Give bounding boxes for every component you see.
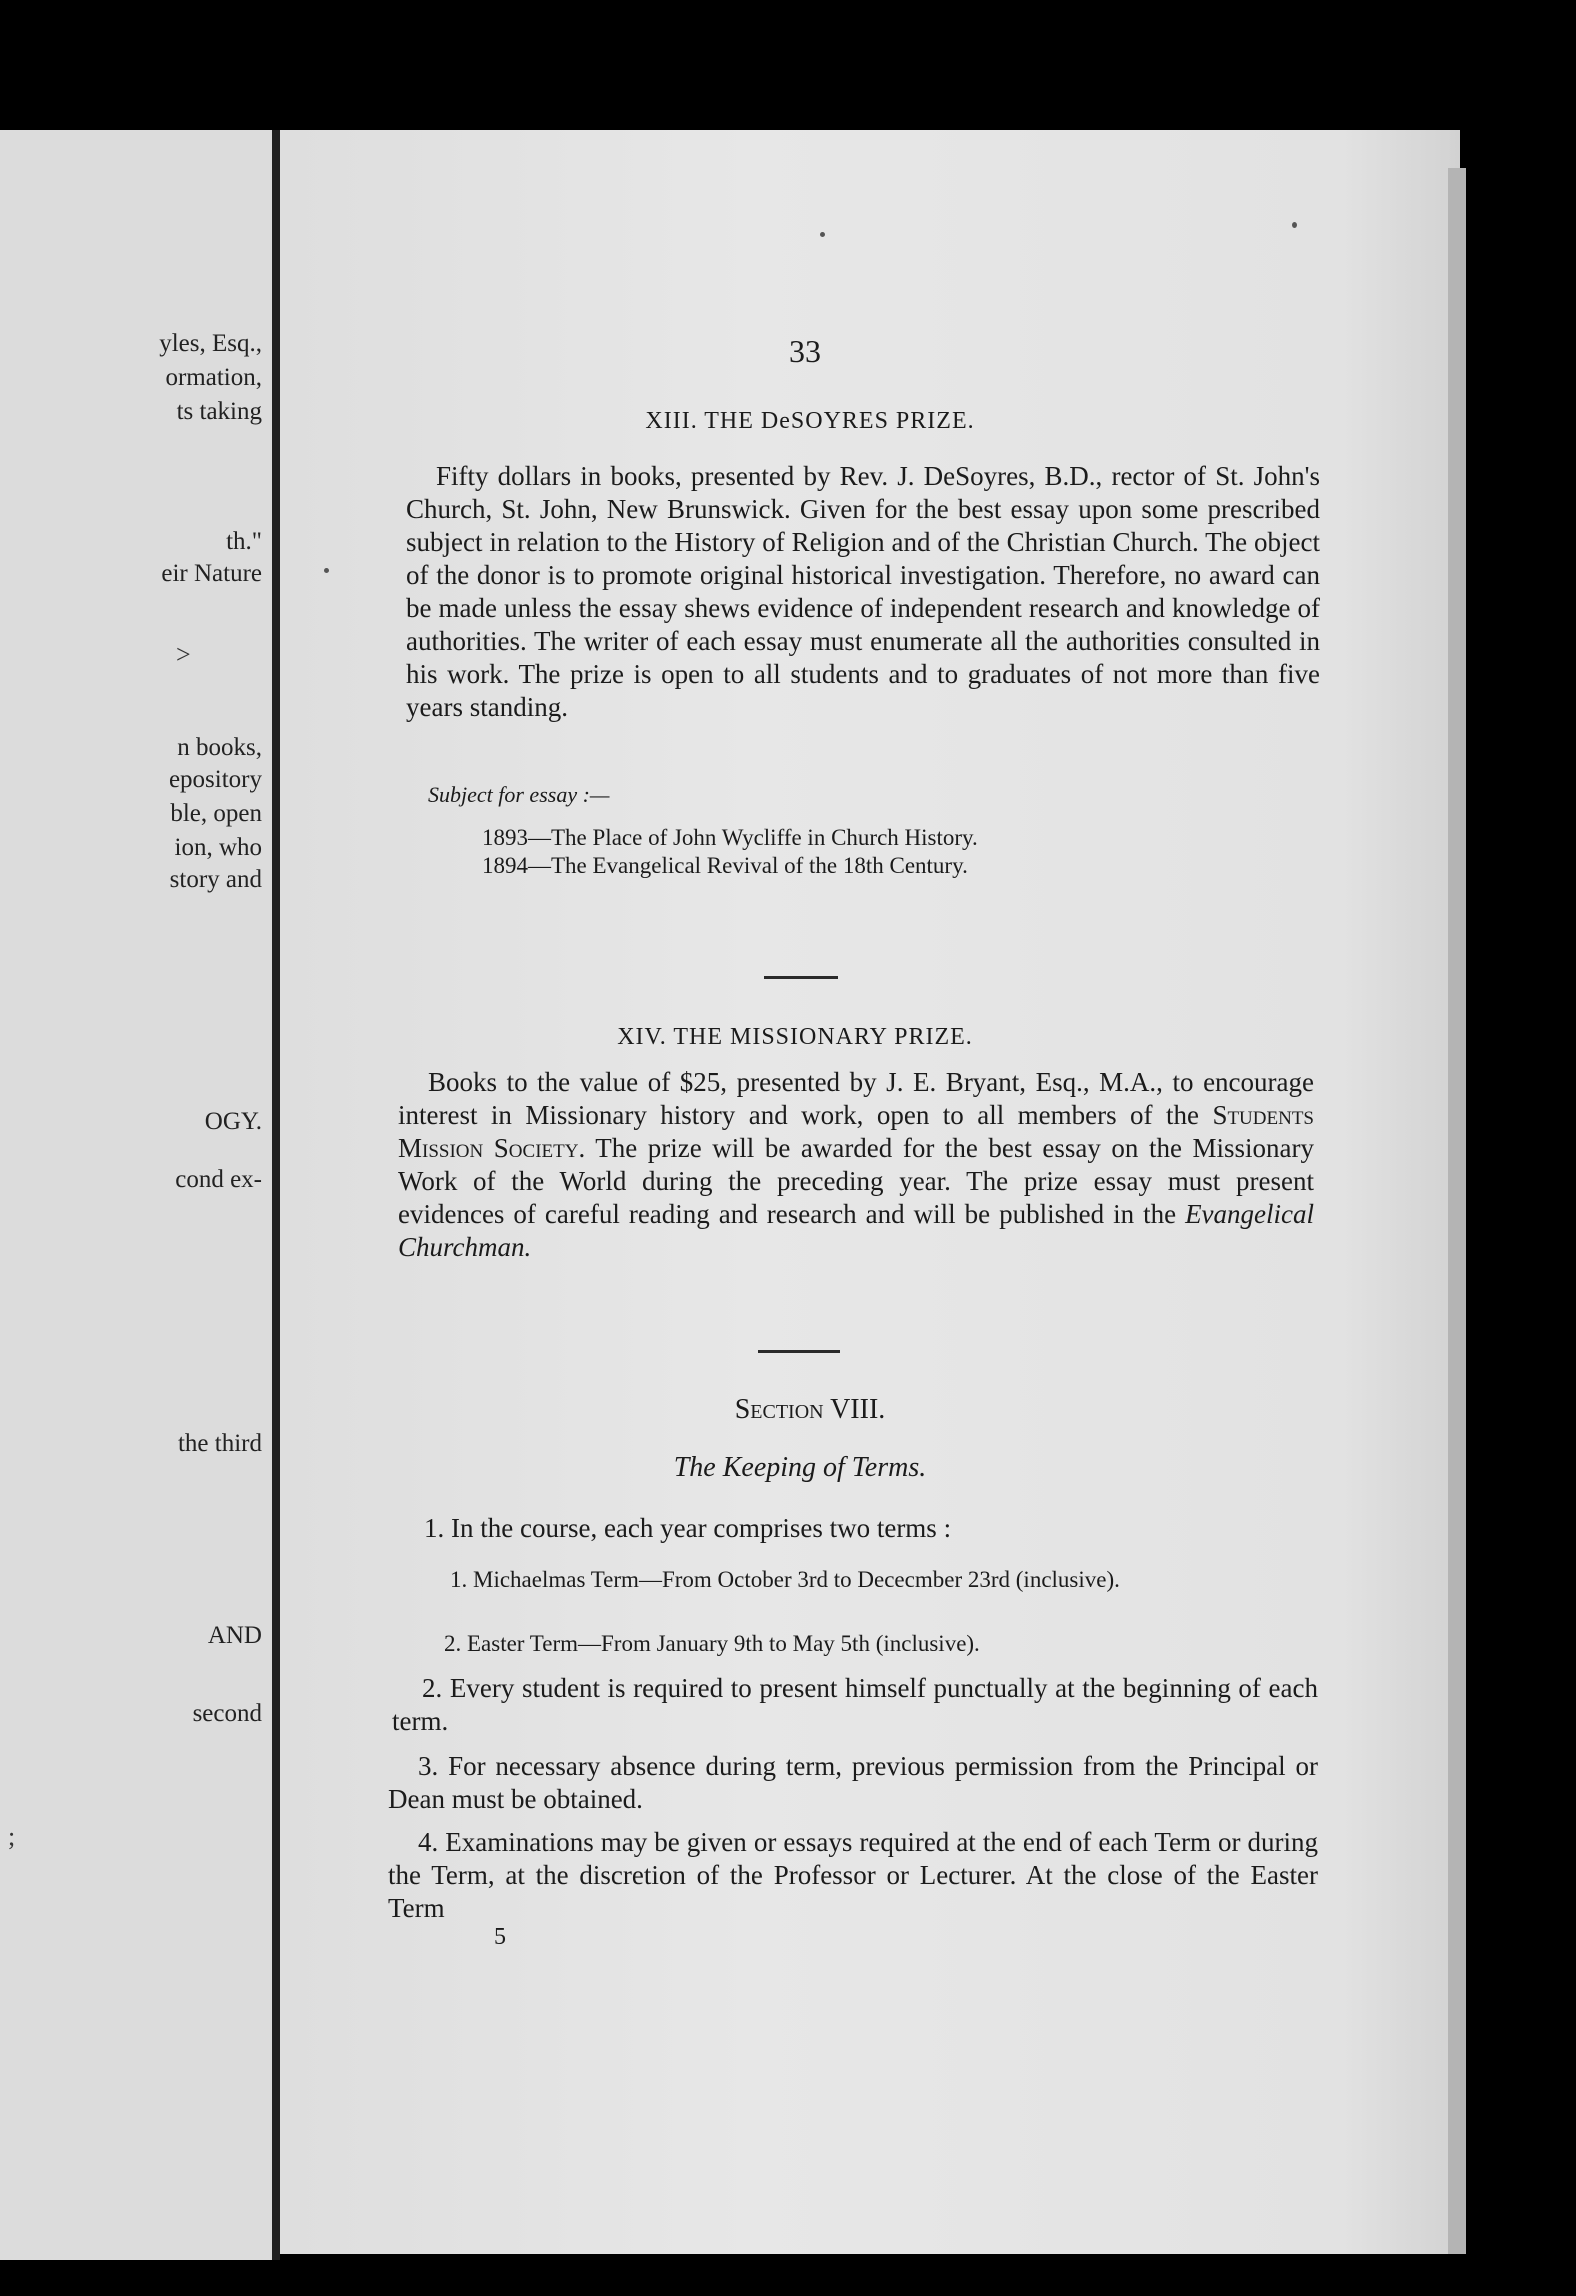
left-fragment: story and (169, 866, 262, 893)
prize-13-body: Fifty dollars in books, presented by Rev. J. DeSoyres, B.D., rector of St. John's Church, St. John, New Brunswick. Given for the best essay upon some prescribed subject in relation to the History of Religion and of the Christian Church. The object of the donor is to promote original historical investigation. Therefore, no award can be made unless the essay shews evidence of independent research and knowledge of authorities. The writer of each essay must enumerate all the authorities consulted in his work. The prize is open to all students and to graduates of not more than five years standing. (406, 461, 1320, 722)
left-fragment: epository (168, 766, 262, 793)
item-4: 4. Examinations may be given or essays required at the end of each Term or during the Term, at the discretion of the Professor or Lecturer. At the close of the Easter Term (388, 1827, 1318, 1923)
left-fragment: ble, open (170, 800, 262, 827)
speck (324, 568, 329, 573)
signature-mark: 5 (494, 1924, 506, 1950)
speck (820, 232, 825, 237)
society-name: Students Mission Society. (398, 1100, 1315, 1163)
left-fragment: th." (226, 528, 262, 555)
item-3: 3. For necessary absence during term, previous permission from the Principal or Dean must be obtained. (388, 1751, 1318, 1814)
left-fragment: the third (177, 1430, 262, 1457)
left-fragment: n books, (177, 734, 262, 761)
left-fragment: ts taking (176, 398, 262, 425)
term-easter: 2. Easter Term—From January 9th to May 5th (inclusive). (444, 1631, 980, 1656)
left-fragment: ormation, (165, 364, 262, 391)
section-subheading: The Keeping of Terms. (673, 1452, 927, 1483)
subject-label: Subject for essay :— (428, 782, 610, 807)
term-michaelmas: 1. Michaelmas Term—From October 3rd to Dececmber 23rd (inclusive). (450, 1567, 1120, 1592)
subject-1893: 1893—The Place of John Wycliffe in Church History. (482, 825, 978, 850)
right-page (280, 130, 1460, 2254)
page-number: 33 (789, 333, 821, 369)
left-fragment: AND (207, 1622, 262, 1649)
page-edge (1448, 168, 1466, 2254)
left-fragment: OGY. (204, 1108, 262, 1135)
left-facing-page (0, 130, 272, 2260)
left-fragment: second (192, 1700, 262, 1727)
item-1: 1. In the course, each year comprises two terms : (424, 1513, 952, 1543)
book-gutter (272, 130, 280, 2260)
left-fragment: yles, Esq., (159, 330, 262, 357)
left-fragment: ion, who (174, 834, 262, 861)
left-fragment: eir Nature (161, 560, 262, 587)
section-heading: Section VIII. (734, 1394, 886, 1425)
prize-14-body: Books to the value of $25, presented by J. E. Bryant, Esq., M.A., to encourage interest in Missionary history and work, open to all members of the Students Mission Society. The prize will be awarded for the best essay on the Missionary Work of the World during the preceding year. The prize essay must present evidences of careful reading and research and will be published in the Evangelical Churchman. (398, 1067, 1315, 1262)
publication-name: Evangelical Churchman. (398, 1199, 1315, 1262)
item-2: 2. Every student is required to present himself punctually at the beginning of each term. (392, 1673, 1318, 1736)
semicolon-mark: ; (8, 1822, 16, 1851)
left-fragment: cond ex- (175, 1166, 262, 1193)
divider (764, 976, 838, 979)
divider (758, 1350, 840, 1353)
prize-14-heading: XIV. THE MISSIONARY PRIZE. (617, 1024, 973, 1050)
arrow-mark: > (176, 640, 191, 669)
prize-13-heading: XIII. THE DeSOYRES PRIZE. (645, 408, 975, 434)
subject-1894: 1894—The Evangelical Revival of the 18th Century. (482, 853, 968, 878)
speck (1292, 222, 1297, 228)
